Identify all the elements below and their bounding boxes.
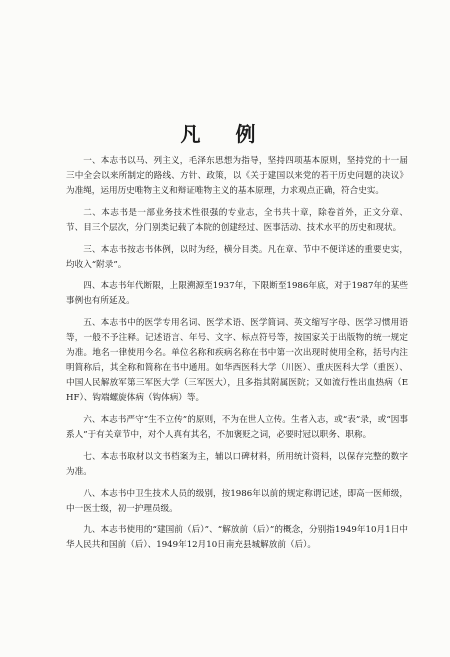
paragraph-9: 九、本志书使用的“建国前（后）”、“解放前（后）”的概念，分别指1949年10月1日中华人民共和国前（后）、1949年12月10日南充县城解放前（后）。 — [66, 525, 408, 551]
page-title: 凡 例 — [180, 122, 270, 146]
paragraph-5: 五、本志书中的医学专用名词、医学术语、医学简词、英文缩写字母、医学习惯用语等，一般不予注释。记述语言、年号、文字、标点符号等，按国家关于出版物的统一规定为准。地名一律使用今名。单位名称和疾病名称在书中第一次出现时使用全称，括号内注明简称后，其全称和简称在书中通用。如华西医科大学（川医）、重庆医科大学（重医）、中国人民解放军第三军医大学（三军医大），且多指其附属医院；又如流行性出血热病（EHF）、钩端螺旋体病（钩体病）等。 — [66, 318, 408, 404]
document-body — [66, 154, 408, 560]
paragraph-8: 八、本志书中卫生技术人员的级别，按1986年以前的规定称谓记述，即高一医师级，中一医士级，初一护理员级。 — [66, 488, 408, 514]
paragraph-1: 一、本志书以马、列主义，毛泽东思想为指导，坚持四项基本原则，坚持党的十一届三中全会以来所制定的路线、方针、政策，以《关于建国以来党的若干历史问题的决议》为准绳，运用历史唯物主义和辩证唯物主义的基本原理，力求观点正确，符合史实。 — [66, 156, 408, 196]
paragraph-4: 四、本志书年代断限，上限溯源至1937年，下限断至1986年底，对于1987年的某些事例也有所延及。 — [66, 281, 408, 307]
paragraph-6: 六、本志书严守“生不立传”的原则，不为在世人立传。生者入志，或“表”录，或“因事系人”于有关章节中，对个人真有其名，不加褒贬之词，必要时冠以职务、职称。 — [66, 414, 408, 440]
paragraph-2: 二、本志书是一部业务技术性很强的专业志，全书共十章，除卷首外，正文分章、节、目三个层次，分门别类记载了本院的创建经过、医事活动、技术水平的历史和现状。 — [66, 207, 408, 233]
paragraph-3: 三、本志书按志书体例，以时为经，横分目类。凡在章、节中不便详述的重要史实，均收入“附录”。 — [66, 244, 408, 270]
paragraph-7: 七、本志书取材以文书档案为主，辅以口碑材料，所用统计资料，以保存完整的数字为准。 — [66, 451, 408, 477]
